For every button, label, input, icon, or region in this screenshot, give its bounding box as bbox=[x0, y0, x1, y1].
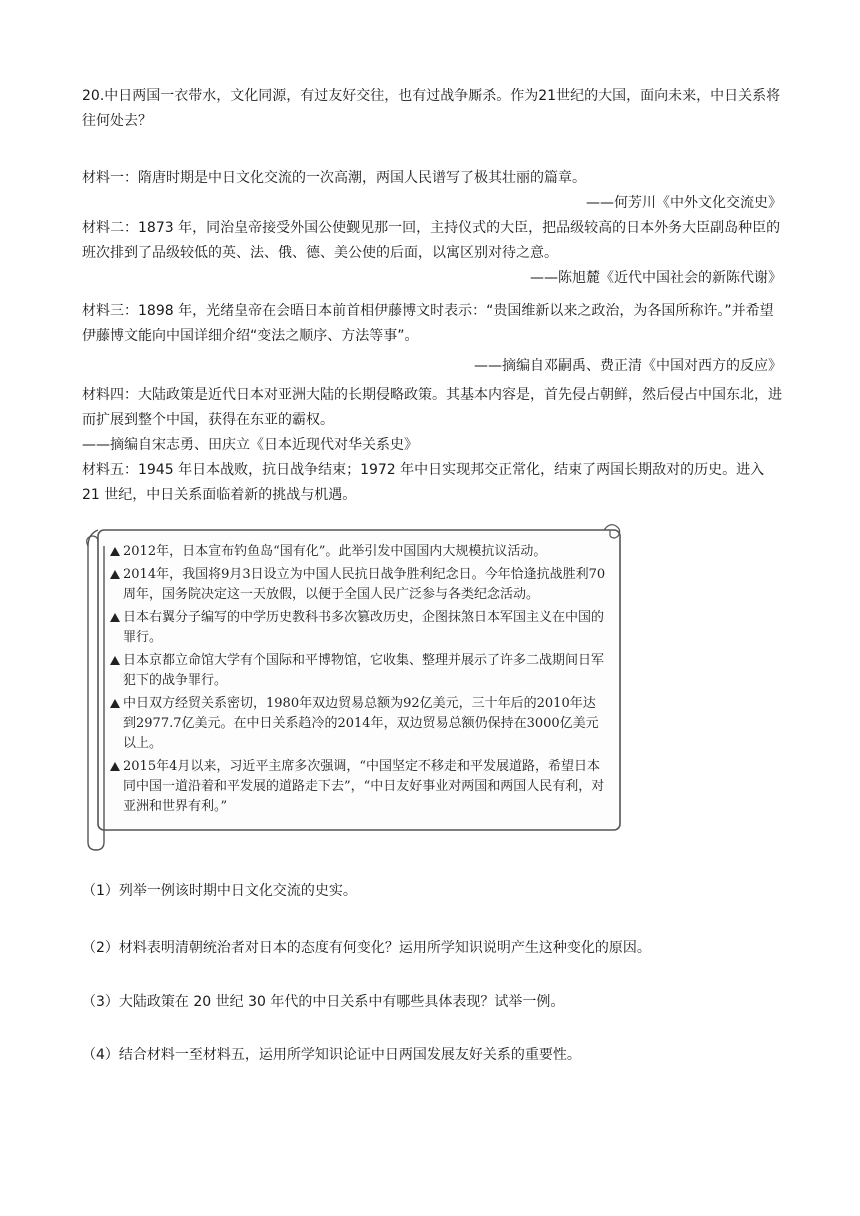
material-1-text: 材料一：隋唐时期是中日文化交流的一次高潮，两国人民谱写了极其壮丽的篇章。 bbox=[82, 170, 586, 186]
material-5-text: 材料五：1945 年日本战败，抗日战争结束；1972 年中日实现邦交正常化，结束了两国长期敌对的历史。进入 21 世纪，中日关系面临着新的挑战与机遇。 bbox=[82, 462, 765, 503]
material-3-source: ——摘编自邓嗣禹、费正清《中国对西方的反应》 bbox=[474, 358, 782, 374]
material-4-source: ——摘编自宋志勇、田庆立《日本近现代对华关系史》 bbox=[82, 437, 418, 453]
material-4-text: 材料四：大陆政策是近代日本对亚洲大陆的长期侵略政策。其基本内容是，首先侵占朝鲜，然后侵占中国东北，进而扩展到整个中国，获得在东亚的霸权。 bbox=[82, 387, 782, 428]
sub-question-3: （3）大陆政策在 20 世纪 30 年代的中日关系中有哪些具体表现？试举一例。 bbox=[82, 994, 565, 1010]
material-1-source: ——何芳川《中外文化交流史》 bbox=[586, 195, 782, 211]
bullet-triangle-icon bbox=[110, 547, 120, 556]
sub-question-2: （2）材料表明清朝统治者对日本的态度有何变化？运用所学知识说明产生这种变化的原因。 bbox=[82, 940, 651, 956]
bullet-triangle-icon bbox=[110, 762, 120, 771]
bullet-triangle-icon bbox=[110, 613, 120, 622]
scroll-item: 日本京都立命馆大学有个国际和平博物馆，它收集、整理并展示了许多二战期间日军犯下的战争罪行。 bbox=[110, 651, 606, 691]
sub-question-1: （1）列举一例该时期中日文化交流的史实。 bbox=[82, 883, 357, 899]
scroll-item: 2012年，日本宣布钓鱼岛“国有化”。此举引发中国国内大规模抗议活动。 bbox=[110, 542, 606, 562]
bullet-triangle-icon bbox=[110, 656, 120, 665]
question-intro: 20.中日两国一衣带水，文化同源，有过友好交往，也有过战争厮杀。作为21世纪的大国，面向未来，中日关系将往何处去？ bbox=[82, 88, 781, 129]
material-3-text: 材料三：1898 年，光绪皇帝在会晤日本前首相伊藤博文时表示：“贵国维新以来之政治，为各国所称许。”并希望伊藤博文能向中国详细介绍“变法之顺序、方法等事”。 bbox=[82, 303, 774, 344]
scroll-content bbox=[110, 542, 606, 820]
scroll-figure bbox=[84, 520, 624, 852]
scroll-item: 日本右翼分子编写的中学历史教科书多次篡改历史，企图抹煞日本军国主义在中国的罪行。 bbox=[110, 608, 606, 648]
scroll-item: 2014年，我国将9月3日设立为中国人民抗日战争胜利纪念日。今年恰逢抗战胜利70周年，国务院决定这一天放假，以便于全国人民广泛参与各类纪念活动。 bbox=[110, 565, 606, 605]
material-2-source: ——陈旭麓《近代中国社会的新陈代谢》 bbox=[530, 270, 782, 286]
sub-question-4: （4）结合材料一至材料五，运用所学知识论证中日两国发展友好关系的重要性。 bbox=[82, 1047, 581, 1063]
material-2-text: 材料二：1873 年，同治皇帝接受外国公使觐见那一回，主持仪式的大臣，把品级较高的日本外务大臣副岛种臣的班次排到了品级较低的英、法、俄、德、美公使的后面，以寓区别对待之意。 bbox=[82, 220, 781, 261]
scroll-item: 2015年4月以来，习近平主席多次强调，“中国坚定不移走和平发展道路，希望日本同中国一道沿着和平发展的道路走下去”，“中日友好事业对两国和两国人民有利，对亚洲和世界有利。” bbox=[110, 757, 606, 817]
bullet-triangle-icon bbox=[110, 699, 120, 708]
bullet-triangle-icon bbox=[110, 570, 120, 579]
scroll-item: 中日双方经贸关系密切，1980年双边贸易总额为92亿美元，三十年后的2010年达到2977.7亿美元。在中日关系趋冷的2014年，双边贸易总额仍保持在3000亿美元以上。 bbox=[110, 694, 606, 754]
